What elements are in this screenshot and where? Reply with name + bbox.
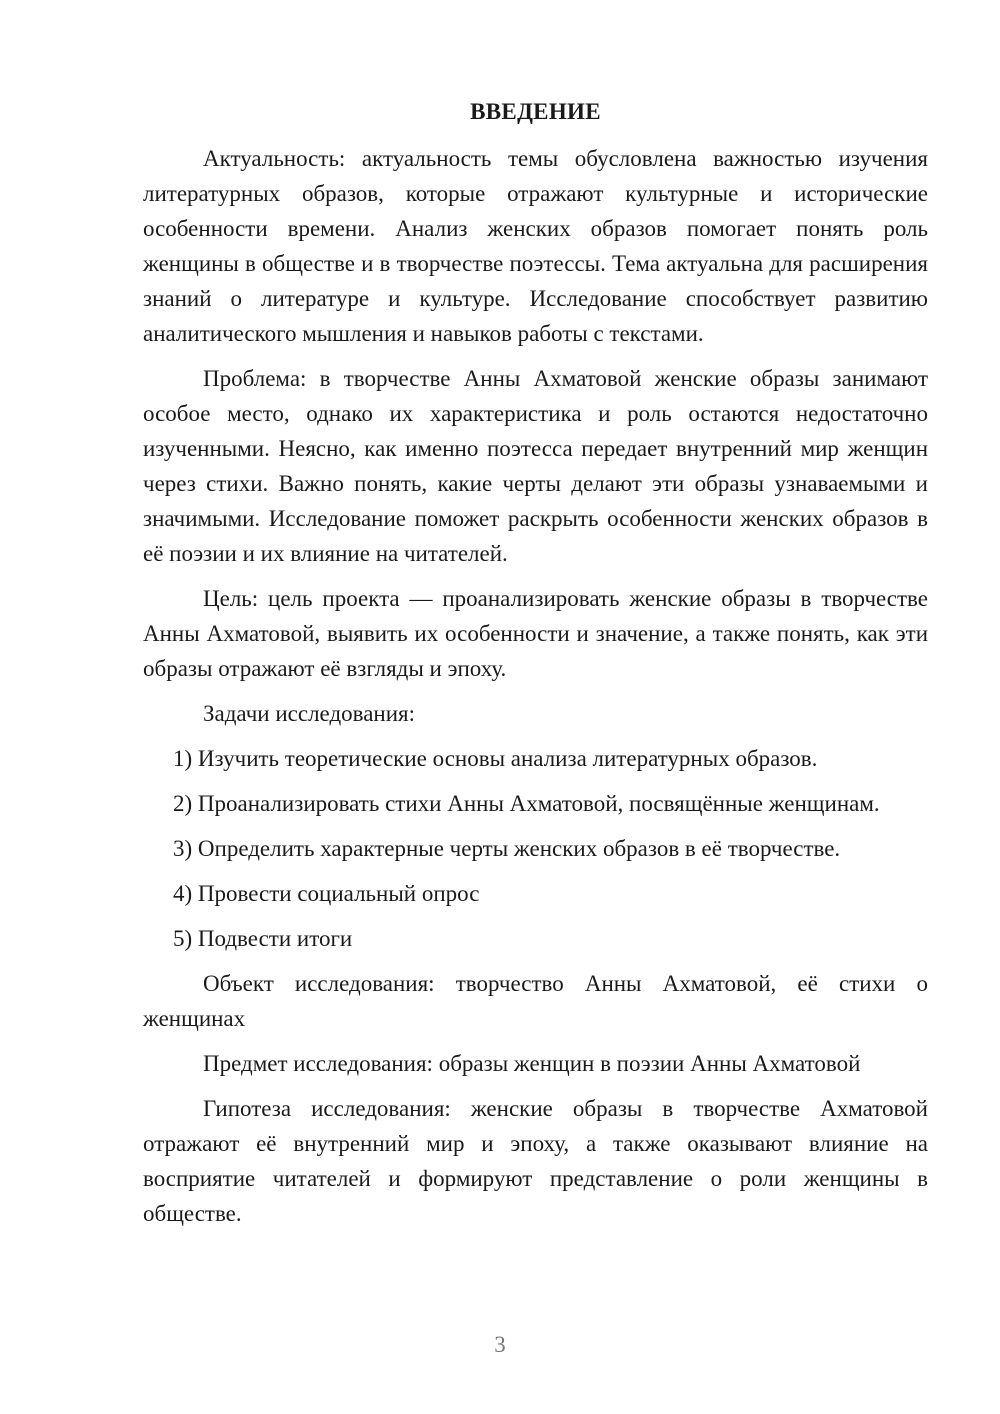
task-item: 1) Изучить теоретические основы анализа литературных образов. (173, 746, 818, 771)
tasks-heading: Задачи исследования: (203, 701, 416, 726)
task-item: 2) Проанализировать стихи Анны Ахматовой, посвящённые женщинам. (173, 791, 880, 816)
goal-paragraph: Цель: цель проекта — проанализировать женские образы в творчестве Анны Ахматовой, выявить их особенности и значение, а также понять, как эти образы отражают её взгляды и эпоху. (143, 586, 928, 681)
hypothesis-paragraph: Гипотеза исследования: женские образы в творчестве Ахматовой отражают её внутренний мир и эпоху, а также оказывают влияние на восприятие читателей и формируют представление о роли женщины в обществе. (143, 1096, 928, 1226)
problem-paragraph: Проблема: в творчестве Анны Ахматовой женские образы занимают особое место, однако их характеристика и роль остаются недостаточно изученными. Неясно, как именно поэтесса передает внутренний мир женщин через стихи. Важно понять, какие черты делают эти образы узнаваемыми и значимыми. Исследование поможет раскрыть особенности женских образов в её поэзии и их влияние на читателей. (143, 366, 928, 566)
object-paragraph: Объект исследования: творчество Анны Ахматовой, её стихи о женщинах (143, 971, 928, 1031)
subject-paragraph: Предмет исследования: образы женщин в поэзии Анны Ахматовой (203, 1051, 861, 1076)
document-page (143, 94, 928, 1241)
task-item: 5) Подвести итоги (173, 926, 353, 951)
page-title: ВВЕДЕНИЕ (470, 99, 601, 124)
task-item: 4) Провести социальный опрос (173, 881, 480, 906)
relevance-paragraph: Актуальность: актуальность темы обусловлена важностью изучения литературных образов, которые отражают культурные и исторические особенности времени. Анализ женских образов помогает понять роль женщины в обществе и в творчестве поэтессы. Тема актуальна для расширения знаний о литературе и культуре. Исследование способствует развитию аналитического мышления и навыков работы с текстами. (143, 146, 928, 346)
page-number: 3 (494, 1332, 506, 1357)
task-item: 3) Определить характерные черты женских образов в её творчестве. (173, 836, 841, 861)
